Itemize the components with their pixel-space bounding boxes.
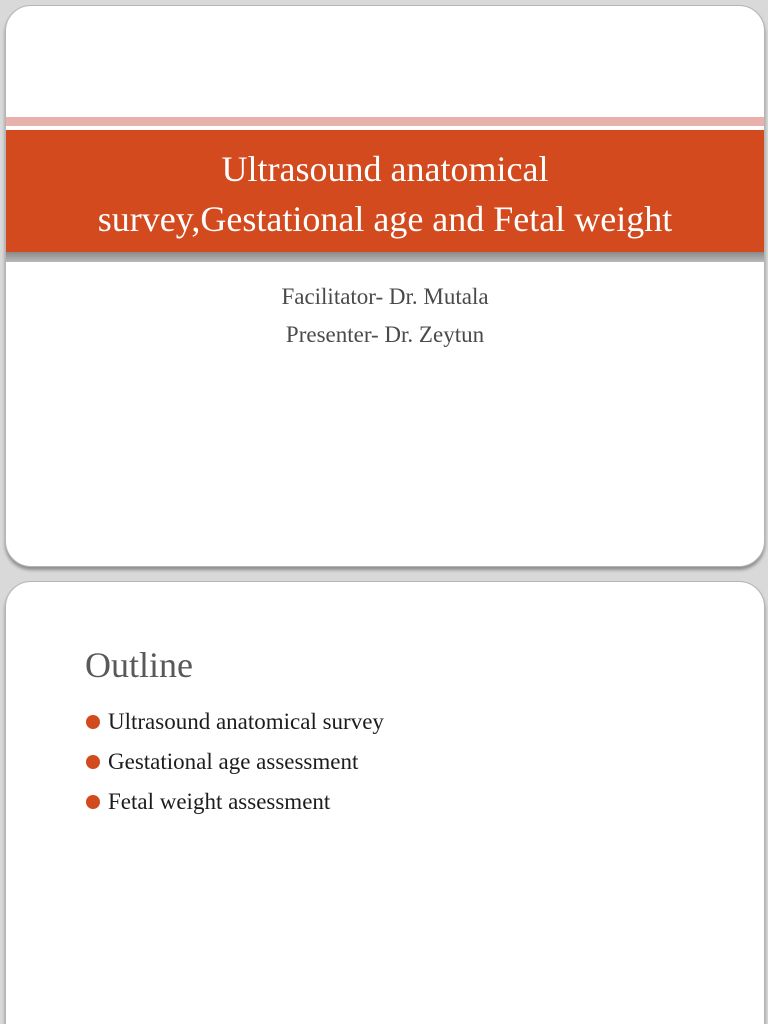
slide-title-line-2: survey,Gestational age and Fetal weight xyxy=(97,199,673,239)
bullet-dot-icon xyxy=(86,795,100,809)
list-item-text: Fetal weight assessment xyxy=(108,789,331,814)
outline-slide xyxy=(5,581,765,1024)
title-slide xyxy=(5,5,765,567)
list-item-text: Ultrasound anatomical survey xyxy=(108,709,384,734)
title-banner-shadow-stripe xyxy=(6,252,764,262)
list-item xyxy=(86,782,384,822)
presenter-line: Presenter- Dr. Zeytun xyxy=(285,322,485,347)
slide-subtitle xyxy=(6,278,764,354)
outline-list xyxy=(86,702,384,822)
bullet-dot-icon xyxy=(86,715,100,729)
facilitator-line: Facilitator- Dr. Mutala xyxy=(281,284,489,309)
slide-title-line-1: Ultrasound anatomical xyxy=(221,149,549,189)
bullet-dot-icon xyxy=(86,755,100,769)
list-item-text: Gestational age assessment xyxy=(108,749,359,774)
list-item xyxy=(86,702,384,742)
outline-heading: Outline xyxy=(85,645,193,685)
title-banner-top-stripe xyxy=(6,117,764,126)
list-item xyxy=(86,742,384,782)
slide-title xyxy=(6,144,764,244)
